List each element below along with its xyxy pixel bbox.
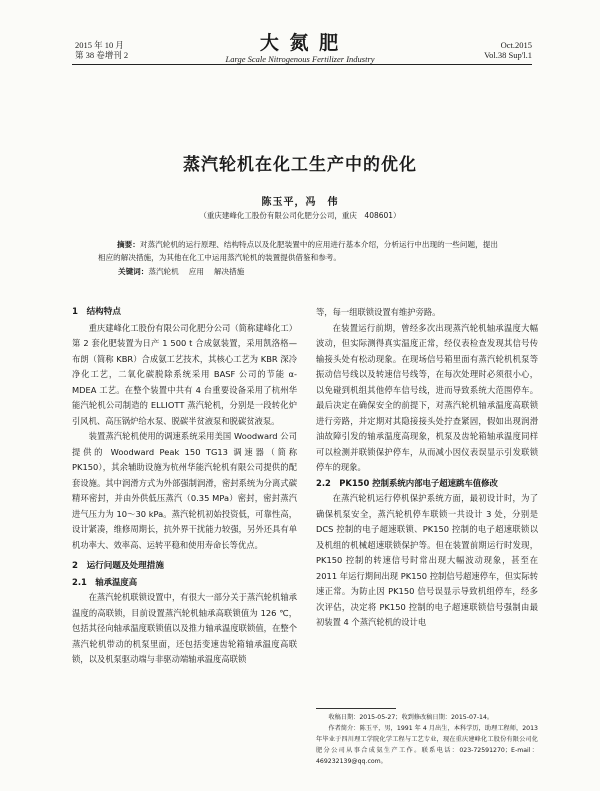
section-1-paragraph-2: 装置蒸汽轮机使用的调速系统采用美国 Woodward 公司提供的 Woodward Peak 150 TG13 调速器（简称 PK150），其余辅助设施为杭州华能汽轮机有限公司提供的配套设施。其中润滑方式为外部强制润滑，密封系统为分离式碳精环密封，并由外供低压蒸汽（0.35 MPa）密封，密封蒸汽进气压力为 10～30 kPa。蒸汽轮机初始投资低，可靠性高，设计紧凑，维修周期长，抗外界干扰能力较强，另外还具有单机功率大、效率高、运转平稳和使用寿命长等优点。 bbox=[72, 431, 297, 550]
section-2-1-heading: 2.1 轴承温度高 bbox=[72, 576, 138, 587]
section-2-1-paragraph-1: 在蒸汽轮机联锁设置中，有很大一部分关于蒸汽轮机轴承温度的高联锁，目前设置蒸汽轮机轴承高联锁值为 126 ℃，包括其径向轴承温度联锁值以及推力轴承温度联锁值，在整个蒸汽轮机带动的机泵里面，还包括变速齿轮箱轴承温度高联锁，以及机泵驱动端与非驱动端轴承温度高联锁 bbox=[72, 592, 297, 664]
header-volume-en: Vol.38 Sup'l.1 bbox=[484, 50, 532, 60]
article-title: 蒸汽轮机在化工生产中的优化 bbox=[183, 155, 417, 175]
section-2-1-paragraph-2: 在装置运行前期，曾经多次出现蒸汽轮机轴承温度大幅波动，但实际测得真实温度正常，经仪表检查发现其信号传输接头处有松动现象。在现场信号箱里面有蒸汽轮机机泵等振动信号线以及转速信号线等，在每次处理时必须很小心，以免碰到机组其他停车信号线，进而导致系统大范围停车。最后决定在确保安全的前提下，对蒸汽轮机轴承温度高联锁进行旁路，并定期对其隐接接头处拧查紧固，假如出现润滑油故障引发的轴承温度高现象，机泵及齿轮箱轴承温度同样可以检测并联锁保护停车，从而减小因仪表误显示引发联锁停车的现象。 bbox=[316, 322, 538, 472]
section-2-1-paragraph-continued: 等，每一组联锁设置有维护旁路。 bbox=[316, 307, 441, 317]
abstract-label: 摘要： bbox=[117, 240, 140, 249]
keyword: 解决措施 bbox=[213, 267, 245, 276]
abstract bbox=[98, 238, 498, 264]
section-1-paragraph-1: 重庆建峰化工股份有限公司化肥分公司（简称建峰化工）第 2 套化肥装置为日产 1 500 t 合成氨装置，采用凯洛格—布朗（简称 KBR）合成氨工艺技术，其核心工艺为 KBR 深冷净化工艺，二氧化碳脱除系统采用 BASF 公司的节能 α-MDEA 工艺。在整个装置中共有 4 台重要设备采用了杭州华能汽轮机公司制造的 ELLIOTT 蒸汽轮机，分别是一段转化炉引风机、高压锅炉给水泵、脱碳半贫液泵和脱碳贫液泵。 bbox=[72, 322, 297, 426]
left-column bbox=[72, 305, 297, 668]
footnote-received: 收稿日期：2015-05-27；收到修改稿日期：2015-07-14。 bbox=[328, 714, 494, 721]
journal-name: 大 氮 肥 bbox=[259, 32, 341, 54]
keywords bbox=[118, 265, 254, 278]
footnote-author: 作者简介：陈玉平，男，1991 年 4 月出生，本科学历，助理工程师，2013 年毕业于四川理工学院化学工程与工艺专业，现在重庆建峰化工股份有限公司化肥分公司从事合成氨生产工作。联系电话：023-72591270；E-mail：469232139@qq.com。 bbox=[316, 725, 538, 765]
section-1-heading: 1 结构特点 bbox=[72, 307, 121, 317]
keywords-label: 关键词： bbox=[118, 267, 149, 276]
article-authors: 陈玉平，冯 伟 bbox=[261, 197, 339, 208]
section-2-2-paragraph-1: 在蒸汽轮机运行停机保护系统方面，最初设计时，为了确保机泵安全，蒸汽轮机停车联锁一共设计 3 处，分别是 DCS 控制的电子超速联锁、PK150 控制的电子超速联锁以及机组的机械超速联锁保护等。但在装置前期运行时发现，PK150 控制的转速信号时常出现大幅波动现象，甚至在 2011 年运行期间出现 PK150 控制信号超速停车，但实际转速正常。为防止因 PK150 信号误显示导致机组停车，经多次评估，决定将 PK150 控制的电子超速联锁信号强制由最初装置 4 个蒸汽轮机的设计电 bbox=[316, 493, 538, 627]
header-date-en: Oct.2015 bbox=[500, 40, 532, 50]
header-right bbox=[484, 40, 532, 60]
header-date-cn: 2015 年 10 月 bbox=[75, 40, 124, 50]
keyword: 应用 bbox=[188, 267, 204, 276]
section-2-2-heading: 2.2 PK150 控制系统内部电子超速跳车值修改 bbox=[316, 477, 498, 488]
keyword: 蒸汽轮机 bbox=[148, 267, 179, 276]
section-2-heading: 2 运行问题及处理措施 bbox=[72, 561, 164, 571]
header-rule bbox=[72, 64, 532, 65]
journal-name-en: Large Scale Nitrogenous Fertilizer Industry bbox=[225, 54, 375, 64]
header-volume-cn: 第 38 卷增刊 2 bbox=[75, 50, 129, 60]
article-affiliation: （重庆建峰化工股份有限公司化肥分公司，重庆 408601） bbox=[199, 211, 401, 220]
footnote bbox=[316, 712, 538, 767]
footnote-rule bbox=[316, 708, 396, 709]
abstract-text: 对蒸汽轮机的运行原理、结构特点以及化肥装置中的应用进行基本介绍，分析运行中出现的一些问题，提出相应的解决措施，为其他在化工中运用蒸汽轮机的装置提供借鉴和参考。 bbox=[98, 240, 499, 262]
right-column bbox=[316, 305, 538, 631]
